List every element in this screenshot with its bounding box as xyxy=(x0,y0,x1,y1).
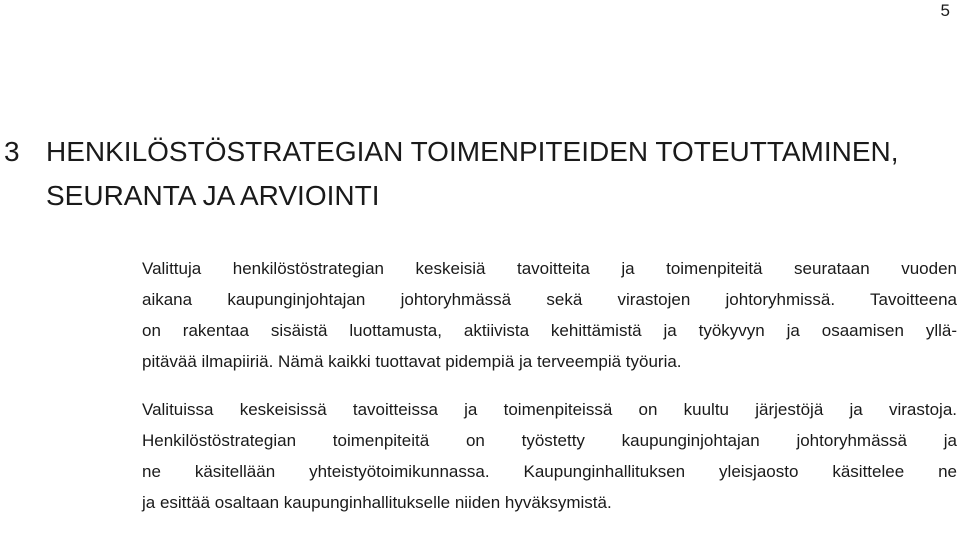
section-title-line-2: SEURANTA JA ARVIOINTI xyxy=(46,180,380,211)
paragraph-line: ne käsitellään yhteistyötoimikunnassa. Kaupunginhallituksen yleisjaosto käsittelee ne xyxy=(142,462,957,481)
section-title-line-1: HENKILÖSTÖSTRATEGIAN TOIMENPITEIDEN TOTEUTTAMINEN, xyxy=(46,136,899,167)
paragraph-line: Henkilöstöstrategian toimenpiteitä on työstetty kaupunginjohtajan johtoryhmässä ja xyxy=(142,431,957,450)
paragraph-line: aikana kaupunginjohtajan johtoryhmässä sekä virastojen johtoryhmissä. Tavoitteena xyxy=(142,290,957,309)
page-number: 5 xyxy=(940,1,950,20)
paragraph-line: Valittuja henkilöstöstrategian keskeisiä tavoitteita ja toimenpiteitä seurataan vuoden xyxy=(142,259,957,278)
paragraph-1 xyxy=(142,253,957,377)
paragraph-line: ja esittää osaltaan kaupunginhallitukselle niiden hyväksymistä. xyxy=(142,493,612,512)
paragraph-line: Valituissa keskeisissä tavoitteissa ja toimenpiteissä on kuultu järjestöjä ja virastoja. xyxy=(142,400,957,419)
paragraph-line: pitävää ilmapiiriä. Nämä kaikki tuottavat pidempiä ja terveempiä työuria. xyxy=(142,352,682,371)
paragraph-line: on rakentaa sisäistä luottamusta, aktiivista kehittämistä ja työkyvyn ja osaamisen yllä- xyxy=(142,321,957,340)
section-heading xyxy=(4,130,944,218)
paragraph-2 xyxy=(142,394,957,518)
section-number: 3 xyxy=(4,136,20,167)
